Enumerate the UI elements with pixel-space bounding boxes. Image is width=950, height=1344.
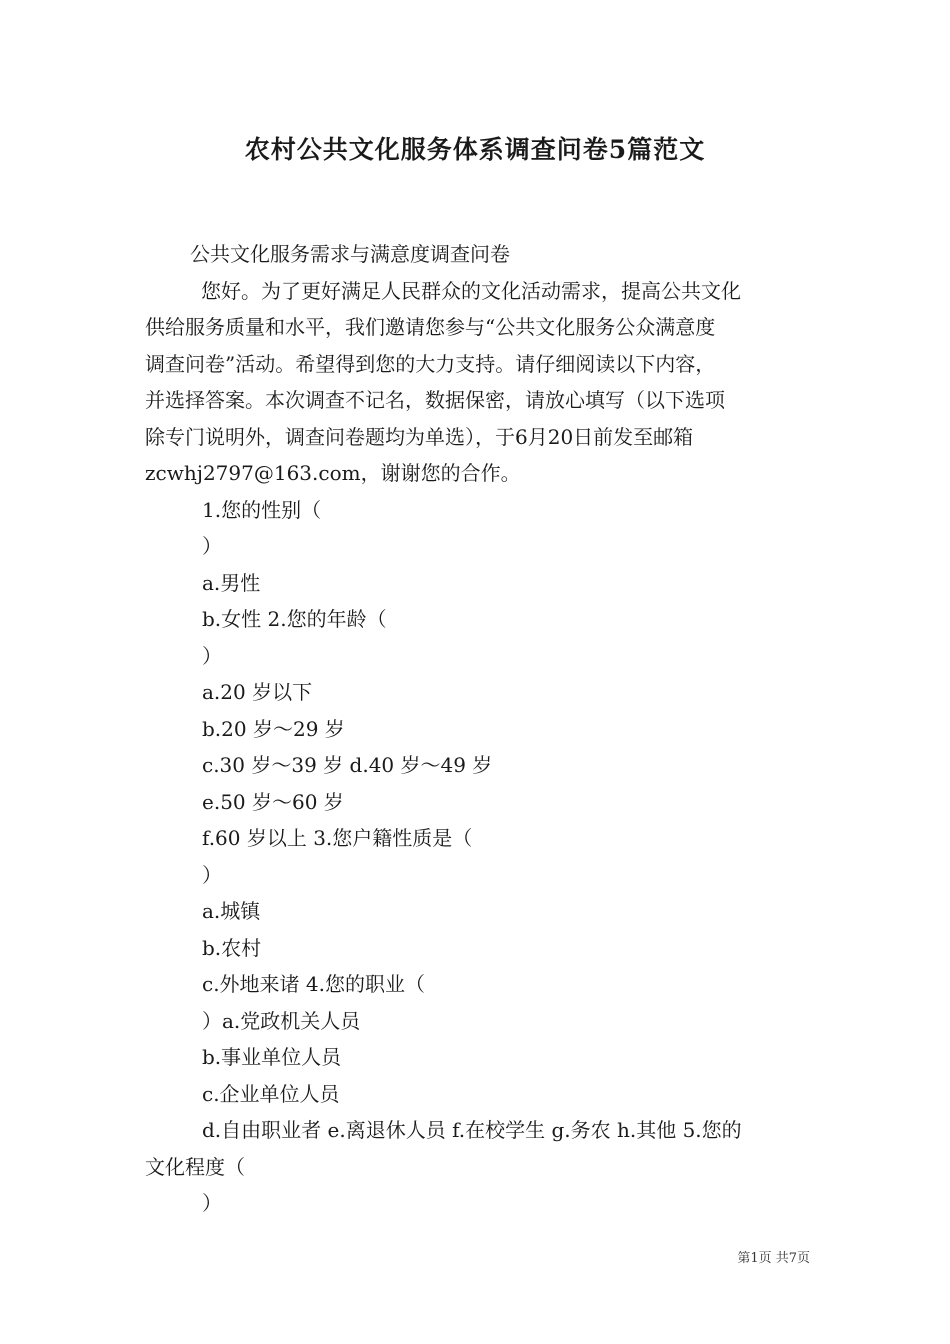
intro-line: 您好。为了更好满足人民群众的文化活动需求，提高公共文化 <box>201 278 741 303</box>
option-line: d.自由职业者 e.离退休人员 f.在校学生 g.务农 h.其他 5.您的 <box>202 1118 742 1142</box>
survey-heading: 公共文化服务需求与满意度调查问卷 <box>190 242 510 266</box>
question-line: ） <box>202 534 222 558</box>
document-title: 农村公共文化服务体系调查问卷5篇范文 <box>244 135 706 164</box>
option-line: a.城镇 <box>202 899 261 923</box>
option-line: ）a.党政机关人员 <box>202 1008 361 1033</box>
intro-line: 调查问卷”活动。希望得到您的大力支持。请仔细阅读以下内容， <box>145 351 716 376</box>
option-line: b.农村 <box>202 935 262 960</box>
question-line: 1.您的性别（ <box>202 497 322 522</box>
option-line: e.50 岁～60 岁 <box>202 789 344 814</box>
option-line: c.30 岁～39 岁 d.40 岁～49 岁 <box>202 753 493 777</box>
option-line: a.男性 <box>202 570 261 595</box>
intro-line: 并选择答案。本次调查不记名，数据保密，请放心填写（以下选项 <box>145 388 725 412</box>
document-body <box>145 236 807 1222</box>
question-line: ） <box>202 1191 222 1215</box>
option-line: b.女性 2.您的年龄（ <box>202 607 387 631</box>
option-line: f.60 岁以上 3.您户籍性质是（ <box>202 826 473 850</box>
question-line: 文化程度（ <box>145 1154 245 1179</box>
option-line: a.20 岁以下 <box>202 680 313 704</box>
page-footer: 第1页 共7页 <box>737 1251 810 1266</box>
intro-line: 供给服务质量和水平，我们邀请您参与“公共文化服务公众满意度 <box>145 315 716 339</box>
option-line: b.事业单位人员 <box>202 1045 342 1069</box>
option-line: b.20 岁～29 岁 <box>202 716 345 741</box>
option-line: c.外地来诸 4.您的职业（ <box>202 972 425 996</box>
question-line: ） <box>202 643 222 668</box>
intro-line: 除专门说明外，调查问卷题均为单选），于6月20日前发至邮箱 <box>145 424 694 449</box>
intro-line: zcwhj2797@163.com，谢谢您的合作。 <box>145 461 521 485</box>
question-line: ） <box>202 862 222 887</box>
option-line: c.企业单位人员 <box>202 1081 340 1106</box>
